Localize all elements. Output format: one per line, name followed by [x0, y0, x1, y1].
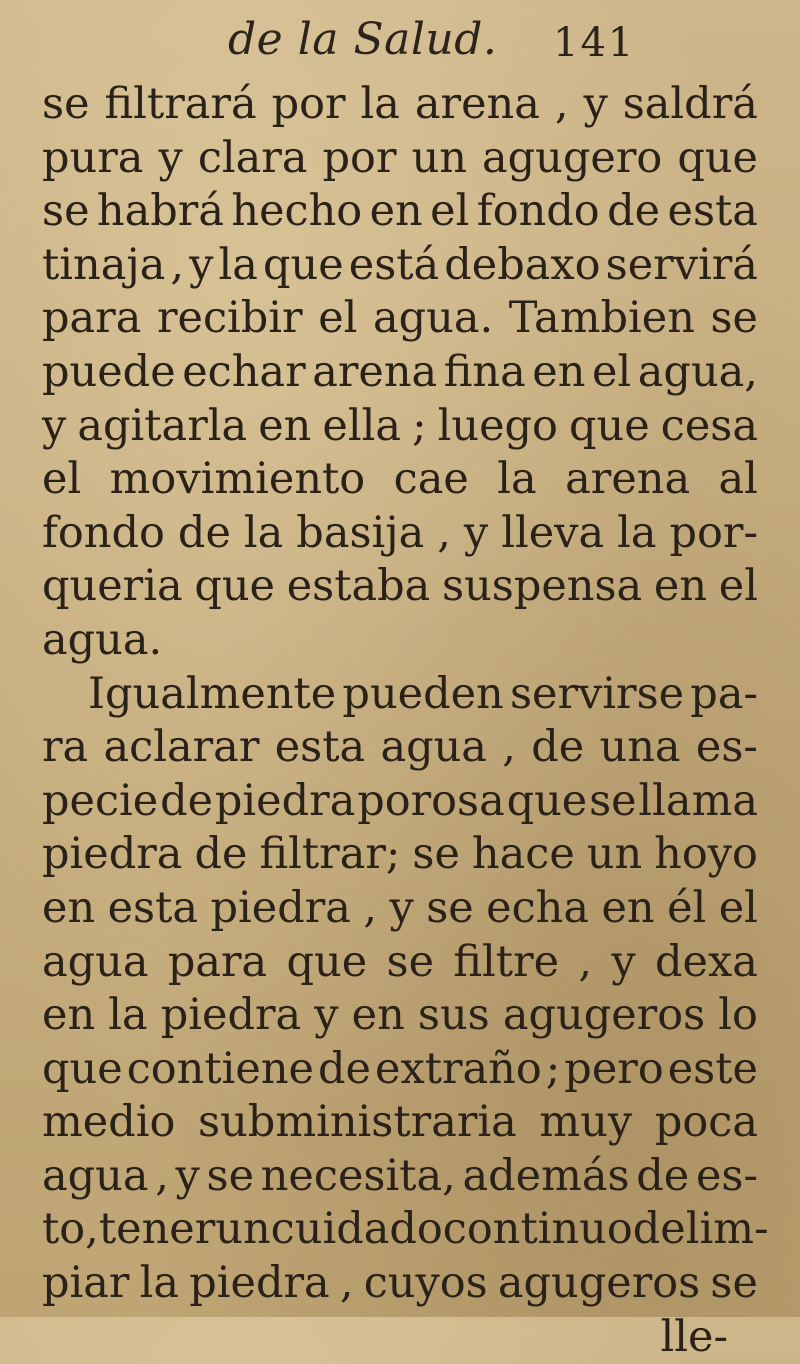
word: ,: [170, 239, 185, 290]
word: de: [531, 722, 585, 773]
word: llama: [638, 775, 758, 826]
word: esta: [274, 722, 366, 773]
text-line: [42, 1257, 758, 1311]
text-line: [42, 560, 758, 614]
word: Tambien: [508, 293, 695, 344]
word: arena: [414, 79, 540, 129]
word: en: [42, 882, 96, 933]
word: ;: [545, 1043, 561, 1094]
word: y: [389, 882, 414, 933]
word: hace: [471, 829, 575, 880]
word: servirse: [509, 668, 685, 719]
word: que: [677, 132, 758, 183]
word: agugeros: [502, 990, 706, 1041]
word: fondo: [476, 186, 600, 237]
word: continuo: [442, 1204, 633, 1255]
word: dexa: [655, 936, 758, 987]
word: es-: [695, 1150, 758, 1201]
word: en: [258, 400, 312, 451]
word: hecho: [231, 186, 363, 237]
word: ,: [85, 1204, 99, 1255]
word: subministraria: [198, 1097, 517, 1148]
word: echa: [486, 882, 590, 933]
word: agua: [42, 1150, 149, 1201]
word: clara: [197, 132, 308, 183]
word: una: [599, 722, 681, 773]
word: tinaja: [42, 239, 166, 290]
word: que: [506, 775, 588, 826]
word: agua,: [637, 346, 758, 397]
word: piedra: [42, 829, 183, 880]
word: se: [426, 882, 474, 933]
word: por: [271, 79, 346, 129]
word: movimiento: [109, 454, 366, 505]
word: de: [318, 1043, 371, 1094]
page-number: 141: [553, 20, 636, 66]
word: de: [160, 775, 214, 826]
word: filtrará: [104, 79, 257, 129]
word: muy: [539, 1097, 633, 1148]
word: que: [42, 1043, 123, 1094]
word: tener: [98, 1204, 216, 1255]
word: ,: [363, 882, 378, 933]
word: en: [369, 186, 423, 237]
word: un: [215, 1204, 271, 1255]
word: necesita,: [260, 1150, 456, 1201]
word: hoyo: [654, 829, 758, 880]
word: lim-: [685, 1204, 769, 1255]
word: la: [497, 454, 537, 505]
word: el: [718, 561, 758, 612]
word: pueden: [342, 668, 504, 719]
word: arena: [312, 346, 438, 397]
word: que: [194, 561, 275, 612]
text-line: [42, 292, 758, 346]
text-line: [42, 1150, 758, 1204]
word: además: [462, 1150, 630, 1201]
word: luego: [437, 400, 558, 451]
word: ,: [155, 1150, 169, 1201]
catchword: lle-: [660, 1311, 728, 1362]
word: se: [42, 186, 90, 237]
word: suspensa: [442, 561, 643, 612]
word: pura: [42, 132, 144, 183]
word: y: [158, 132, 183, 183]
page-header: [0, 14, 800, 74]
word: ,: [578, 936, 593, 987]
word: filtre: [453, 936, 560, 987]
word: Igualmente: [88, 668, 337, 719]
word: para: [167, 936, 268, 987]
word: está: [348, 239, 440, 290]
word: el: [42, 454, 82, 505]
word: piedra: [160, 990, 302, 1041]
word: un: [586, 829, 643, 880]
word: fondo: [42, 507, 165, 558]
word: se: [710, 1258, 758, 1309]
word: y: [611, 936, 636, 987]
word: es-: [695, 722, 758, 773]
word: de: [636, 1150, 690, 1201]
text-line: [42, 507, 758, 561]
word: el: [318, 293, 358, 344]
word: él: [667, 882, 707, 933]
word: habrá: [96, 186, 224, 237]
word: la: [617, 507, 657, 558]
word: y: [314, 990, 339, 1041]
word: de: [194, 829, 248, 880]
word: lleva: [501, 507, 605, 558]
text-line: [42, 721, 758, 775]
word: ra: [42, 722, 89, 773]
word: contiene: [126, 1043, 314, 1094]
text-line: [42, 1203, 769, 1257]
word: un: [411, 132, 467, 183]
word: cuyos: [363, 1258, 488, 1309]
word: en: [532, 346, 586, 397]
word: queria: [42, 561, 183, 612]
word: pa-: [690, 668, 758, 719]
word: el: [430, 186, 470, 237]
word: servirá: [605, 239, 758, 290]
word: se: [589, 775, 637, 826]
word: pecie: [42, 775, 159, 826]
word: basija: [296, 507, 425, 558]
word: cesa: [660, 400, 758, 451]
paragraph-end-line: [42, 614, 758, 668]
word: ,: [502, 722, 516, 773]
word: cuidado: [270, 1204, 443, 1255]
word: extraño: [375, 1043, 542, 1094]
word: piedra: [210, 882, 351, 933]
word: lo: [718, 990, 758, 1041]
word: el: [592, 346, 632, 397]
text-line: [42, 346, 758, 400]
word: ;: [412, 400, 427, 451]
word: se: [42, 79, 90, 129]
word: porosa: [357, 775, 505, 826]
word: en: [653, 561, 708, 612]
word: en: [351, 990, 405, 1041]
word: piar: [42, 1258, 130, 1309]
text-line: [42, 453, 758, 507]
text-line: [42, 185, 758, 239]
word: de: [607, 186, 661, 237]
word: poca: [654, 1097, 758, 1148]
text-line: [42, 78, 758, 132]
word: de: [632, 1204, 686, 1255]
word: estaba: [286, 561, 431, 612]
word: debaxo: [444, 239, 601, 290]
word: en: [601, 882, 655, 933]
text-line: [42, 936, 758, 990]
word: puede: [42, 346, 176, 397]
word: la: [360, 79, 400, 129]
text-line: [42, 132, 758, 186]
word: y: [175, 1150, 200, 1201]
word: agua.: [372, 293, 494, 344]
word: se: [386, 936, 435, 987]
word: y: [463, 507, 489, 558]
word: to: [42, 1204, 86, 1255]
word: medio: [42, 1097, 176, 1148]
word: y: [189, 239, 214, 290]
word: arena: [565, 454, 691, 505]
word: y: [42, 400, 67, 451]
word: filtrar;: [259, 829, 401, 880]
word: el: [718, 882, 758, 933]
word: que: [286, 936, 368, 987]
text-line: [42, 1043, 758, 1097]
word: se: [710, 293, 758, 344]
text-line: [42, 828, 758, 882]
word: se: [412, 829, 460, 880]
word: recibir: [156, 293, 303, 344]
word: la: [218, 239, 258, 290]
text-line: [42, 239, 758, 293]
paragraph-start-line: [42, 668, 758, 722]
word: cae: [393, 454, 469, 505]
word: la: [139, 1258, 180, 1309]
word: se: [206, 1150, 255, 1201]
word: por-: [669, 507, 758, 558]
text-line: [42, 775, 758, 829]
text-line: [42, 989, 758, 1043]
word: pero: [564, 1043, 664, 1094]
word: ,: [554, 79, 569, 129]
word: esta: [667, 186, 758, 237]
word: agitarla: [77, 400, 248, 451]
word: saldrá: [622, 79, 758, 129]
word: para: [42, 293, 142, 344]
text-line: [42, 882, 758, 936]
word: que: [263, 239, 344, 290]
word: la: [243, 507, 284, 558]
word: de: [177, 507, 231, 558]
word: agua: [380, 722, 487, 773]
word: agua.: [42, 614, 163, 665]
body-text: [42, 78, 769, 1364]
word: piedra: [189, 1258, 330, 1309]
word: la: [108, 990, 148, 1041]
text-line: [42, 1096, 758, 1150]
word: por: [322, 132, 397, 183]
word: agugero: [482, 132, 663, 183]
word: este: [667, 1043, 758, 1094]
word: ella: [322, 400, 402, 451]
text-line: [42, 400, 758, 454]
word: ,: [437, 507, 451, 558]
word: y: [583, 79, 608, 129]
word: al: [718, 454, 758, 505]
word: agua: [42, 936, 149, 987]
word: que: [569, 400, 650, 451]
word: fina: [443, 346, 526, 397]
word: agugeros: [497, 1258, 701, 1309]
running-title: de la Salud.: [228, 14, 498, 65]
word: aclarar: [103, 722, 260, 773]
word: ,: [339, 1258, 354, 1309]
word: echar: [182, 346, 306, 397]
word: esta: [107, 882, 199, 933]
word: en: [42, 990, 96, 1041]
word: sus: [417, 990, 490, 1041]
word: piedra: [214, 775, 356, 826]
